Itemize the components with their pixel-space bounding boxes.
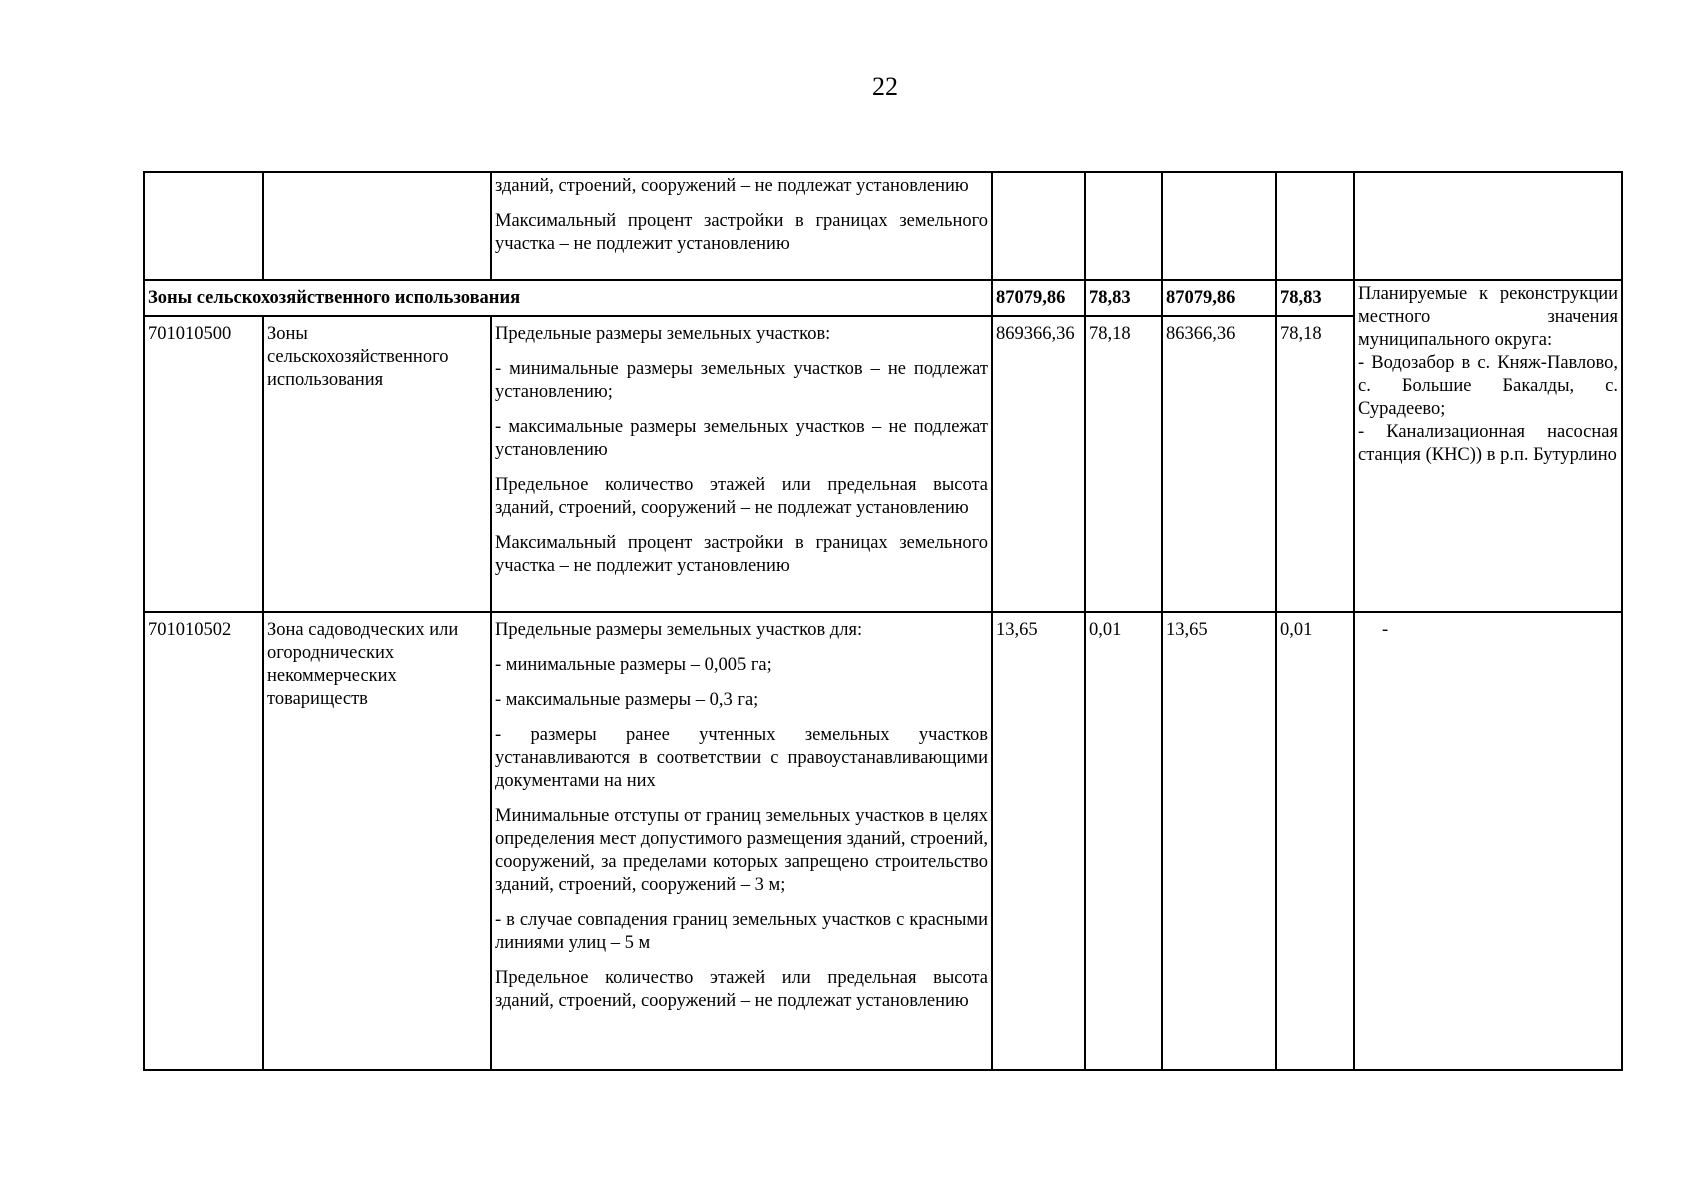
- regulation-paragraph: Предельные размеры земельных участков:: [495, 324, 831, 344]
- area-cell: 13,65: [992, 612, 1085, 1070]
- area-cell: 13,65: [1162, 612, 1276, 1070]
- regulation-paragraph: Максимальный процент застройки в границах земельного участка – не подлежит установлению: [495, 211, 988, 254]
- regulation-paragraph: - минимальные размеры – 0,005 га;: [495, 655, 772, 675]
- regulation-paragraph: - размеры ранее учтенных земельных участков устанавливаются в соответствии с правоустанавливающими документами на них: [495, 725, 988, 791]
- percent-cell: 0,01: [1085, 612, 1162, 1070]
- zones-table: [143, 171, 1623, 1071]
- area-cell: 869366,36: [992, 316, 1085, 612]
- note-line: - Водозабор в с. Княж-Павлово, с. Большие Бакалды, с. Сурадеево;: [1358, 353, 1618, 419]
- name-cell: Зоны сельскохозяйственного использования: [263, 316, 491, 612]
- area-cell: [992, 172, 1085, 280]
- regulations-cell: [491, 316, 992, 612]
- group-percent-2: 78,83: [1276, 280, 1354, 316]
- regulation-paragraph: Минимальные отступы от границ земельных участков в целях определения мест допустимого размещения зданий, строений, сооружений, за пределами которых запрещено строительство зданий, строений, сооружений – 3 м;: [495, 806, 988, 895]
- note-dash: -: [1382, 620, 1389, 640]
- regulation-paragraph: Предельное количество этажей или предельная высота зданий, строений, сооружений – не подлежат установлению: [495, 475, 988, 518]
- note-line: - Канализационная насосная станция (КНС)) в р.п. Бутурлино: [1358, 422, 1618, 465]
- percent-cell: [1276, 172, 1354, 280]
- table-row-continuation: [144, 172, 1622, 280]
- group-area-1: 87079,86: [992, 280, 1085, 316]
- regulations-cell: [491, 172, 992, 280]
- group-note: [1354, 280, 1622, 612]
- percent-cell: 0,01: [1276, 612, 1354, 1070]
- area-cell: 86366,36: [1162, 316, 1276, 612]
- regulation-paragraph: - минимальные размеры земельных участков – не подлежат установлению;: [495, 359, 988, 402]
- regulation-paragraph: Предельное количество этажей или предельная высота зданий, строений, сооружений – не подлежат установлению: [495, 968, 988, 1011]
- percent-cell: 78,18: [1085, 316, 1162, 612]
- percent-cell: 78,18: [1276, 316, 1354, 612]
- regulation-paragraph: - в случае совпадения границ земельных участков с красными линиями улиц – 5 м: [495, 910, 988, 953]
- regulation-paragraph: зданий, строений, сооружений – не подлежат установлению: [495, 176, 969, 196]
- regulation-paragraph: Максимальный процент застройки в границах земельного участка – не подлежит установлению: [495, 533, 988, 576]
- code-cell: 701010500: [144, 316, 263, 612]
- regulation-paragraph: Предельные размеры земельных участков для:: [495, 620, 863, 640]
- regulations-cell: [491, 612, 992, 1070]
- table-row-group: [144, 280, 1622, 316]
- group-area-2: 87079,86: [1162, 280, 1276, 316]
- group-title: Зоны сельскохозяйственного использования: [144, 280, 992, 316]
- group-percent-1: 78,83: [1085, 280, 1162, 316]
- percent-cell: [1085, 172, 1162, 280]
- code-cell: 701010502: [144, 612, 263, 1070]
- regulation-paragraph: - максимальные размеры земельных участков – не подлежат установлению: [495, 417, 988, 460]
- name-cell: [263, 172, 491, 280]
- code-cell: [144, 172, 263, 280]
- note-cell: [1354, 172, 1622, 280]
- note-cell: [1354, 612, 1622, 1070]
- note-line: Планируемые к реконструкции местного значения муниципального округа:: [1358, 284, 1618, 350]
- name-cell: Зона садоводческих или огороднических некоммерческих товариществ: [263, 612, 491, 1070]
- regulation-paragraph: - максимальные размеры – 0,3 га;: [495, 690, 759, 710]
- area-cell: [1162, 172, 1276, 280]
- table-row: [144, 612, 1622, 1070]
- page-number: 22: [872, 72, 898, 101]
